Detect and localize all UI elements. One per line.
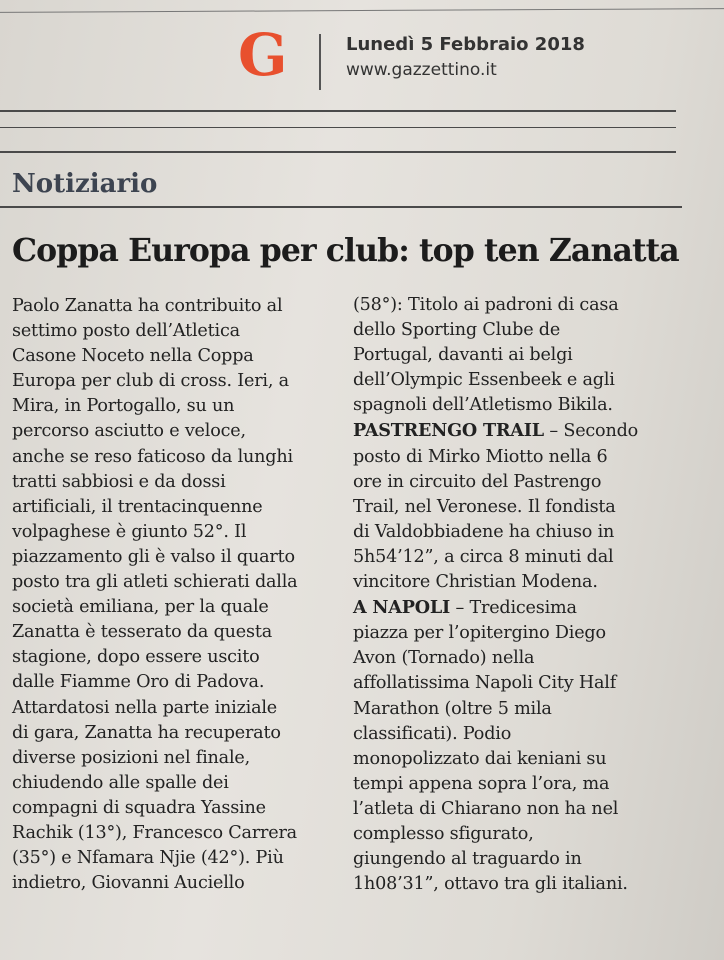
masthead-separator bbox=[319, 34, 321, 90]
article-left-column bbox=[12, 294, 338, 896]
article-headline: Coppa Europa per club: top ten Zanatta bbox=[12, 232, 679, 269]
text-line: Mira, in Portogallo, su un bbox=[12, 396, 235, 417]
text-line: spagnoli dell’Atletismo Bikila. bbox=[353, 395, 613, 416]
pastrengo-line bbox=[353, 418, 713, 444]
text-line: tempi appena sopra l’ora, ma bbox=[353, 773, 610, 794]
text-line: dello Sporting Clube de bbox=[353, 320, 561, 341]
napoli-line bbox=[353, 595, 713, 621]
text-line: (58°): Titolo ai padroni di casa bbox=[353, 295, 619, 315]
text-line: Attardatosi nella parte iniziale bbox=[12, 697, 278, 718]
text-line: vincitore Christian Modena. bbox=[353, 572, 598, 593]
napoli-first-text: – Tredicesima bbox=[450, 598, 577, 619]
text-line: indietro, Giovanni Auciello bbox=[12, 873, 245, 894]
text-line: classificati). Podio bbox=[353, 723, 512, 744]
text-line: compagni di squadra Yassine bbox=[12, 797, 266, 818]
masthead-url: www.gazzettino.it bbox=[346, 60, 497, 80]
text-line: piazzamento gli è valso il quarto bbox=[12, 546, 295, 567]
article-right-column bbox=[353, 293, 713, 897]
text-line: stagione, dopo essere uscito bbox=[12, 647, 260, 668]
text-line: diverse posizioni nel finale, bbox=[12, 747, 250, 768]
section-bottom-rule bbox=[0, 206, 682, 208]
text-line: Rachik (13°), Francesco Carrera bbox=[12, 822, 297, 843]
text-line: tratti sabbiosi e da dossi bbox=[12, 471, 226, 492]
text-line: percorso asciutto e veloce, bbox=[12, 421, 246, 442]
text-line: di gara, Zanatta ha recuperato bbox=[12, 722, 281, 743]
text-line: Europa per club di cross. Ieri, a bbox=[12, 371, 289, 392]
masthead-date: Lunedì 5 Febbraio 2018 bbox=[346, 34, 585, 55]
text-line: monopolizzato dai keniani su bbox=[353, 748, 607, 769]
text-line: Avon (Tornado) nella bbox=[353, 648, 535, 669]
section-title: Notiziario bbox=[12, 169, 158, 199]
text-line: dalle Fiamme Oro di Padova. bbox=[12, 672, 265, 693]
right-column-block-1 bbox=[353, 293, 713, 418]
text-line: 5h54’12”, a circa 8 minuti dal bbox=[353, 546, 614, 567]
text-line: posto tra gli atleti schierati dalla bbox=[12, 572, 298, 593]
right-column-block-3 bbox=[353, 621, 713, 897]
top-rule bbox=[0, 8, 724, 13]
gazzettino-logo: G bbox=[238, 21, 288, 89]
text-line: Zanatta è tesserato da questa bbox=[12, 622, 273, 643]
text-line: settimo posto dell’Atletica bbox=[12, 321, 240, 342]
text-line: società emiliana, per la quale bbox=[12, 597, 269, 618]
text-line: giungendo al traguardo in bbox=[353, 849, 582, 870]
text-line: l’atleta di Chiarano non ha nel bbox=[353, 798, 619, 819]
text-line: di Valdobbiadene ha chiuso in bbox=[353, 521, 615, 542]
text-line: Casone Noceto nella Coppa bbox=[12, 346, 254, 367]
masthead-bottom-rule bbox=[0, 110, 676, 112]
text-line: complesso sfigurato, bbox=[353, 823, 534, 844]
text-line: chiudendo alle spalle dei bbox=[12, 772, 229, 793]
text-line: Marathon (oltre 5 mila bbox=[353, 698, 552, 719]
text-line: Trail, nel Veronese. Il fondista bbox=[353, 496, 616, 517]
napoli-runin: A NAPOLI bbox=[353, 597, 451, 619]
pastrengo-runin: PASTRENGO TRAIL bbox=[353, 420, 544, 442]
text-line: dell’Olympic Essenbeek e agli bbox=[353, 370, 615, 391]
text-line: volpaghese è giunto 52°. Il bbox=[12, 521, 247, 542]
text-line: affollatissima Napoli City Half bbox=[353, 673, 617, 694]
text-line: (35°) e Nfamara Njie (42°). Più bbox=[12, 848, 284, 869]
text-line: piazza per l’opitergino Diego bbox=[353, 623, 606, 644]
text-line: ore in circuito del Pastrengo bbox=[353, 471, 602, 492]
right-column-block-2 bbox=[353, 445, 713, 596]
masthead-second-rule bbox=[0, 127, 676, 128]
text-line: Paolo Zanatta ha contribuito al bbox=[12, 296, 283, 316]
section-top-rule bbox=[0, 151, 676, 153]
text-line: posto di Mirko Miotto nella 6 bbox=[353, 446, 608, 467]
pastrengo-first-text: – Secondo bbox=[543, 421, 639, 442]
text-line: Portugal, davanti ai belgi bbox=[353, 345, 573, 366]
text-line: anche se reso faticoso da lunghi bbox=[12, 446, 293, 467]
text-line: 1h08’31”, ottavo tra gli italiani. bbox=[353, 874, 628, 895]
text-line: artificiali, il trentacinquenne bbox=[12, 496, 263, 517]
